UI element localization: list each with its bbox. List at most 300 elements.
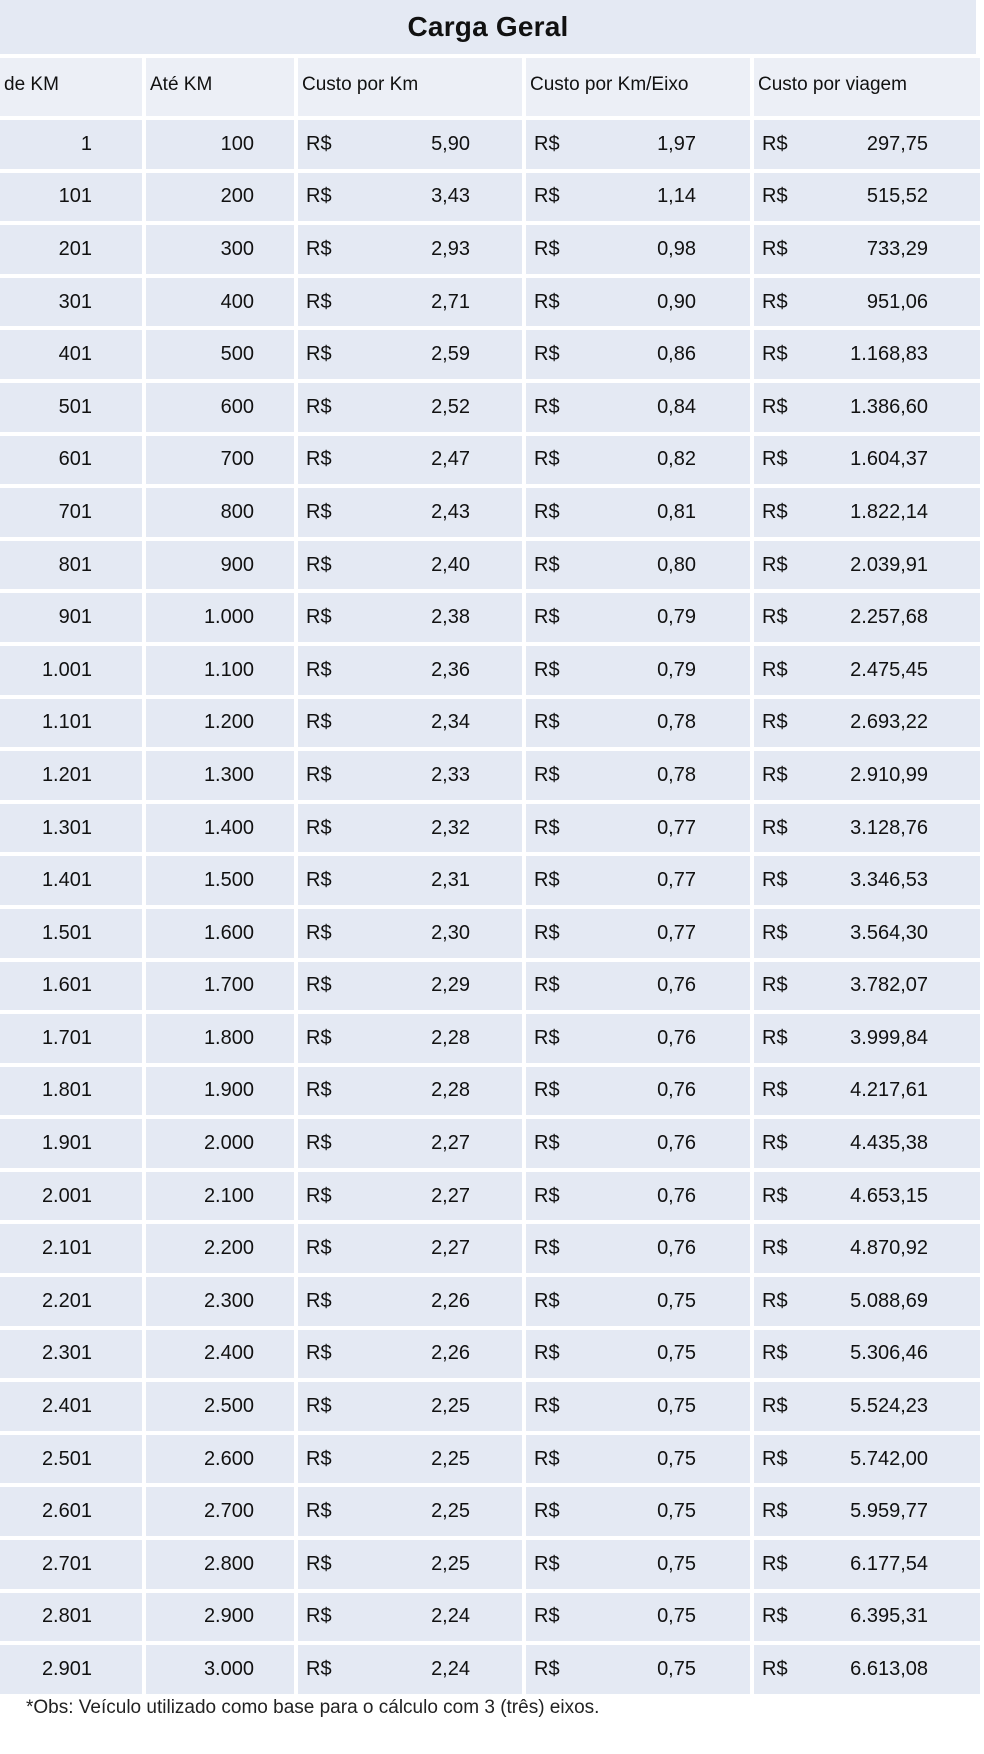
custo-viagem-value: 2.693,22 <box>850 711 928 734</box>
currency-label: R$ <box>534 1342 560 1365</box>
table-row <box>0 1326 984 1379</box>
ate-km-value: 3.000 <box>203 1658 254 1681</box>
currency-label: R$ <box>534 974 560 997</box>
header-custo-viagem: Custo por viagem <box>754 58 980 116</box>
custo-km-eixo-value: 0,76 <box>657 1237 696 1260</box>
custo-km-value: 2,28 <box>431 1026 470 1049</box>
currency-label: R$ <box>534 1184 560 1207</box>
custo-viagem-value: 4.435,38 <box>850 1132 928 1155</box>
custo-km-eixo-value: 0,76 <box>657 1026 696 1049</box>
custo-viagem-value: 3.999,84 <box>850 1026 928 1049</box>
custo-viagem-value: 2.475,45 <box>850 658 928 681</box>
cell-custo-km <box>298 330 522 379</box>
currency-label: R$ <box>762 1605 788 1628</box>
header-custo-km-eixo: Custo por Km/Eixo <box>526 58 750 116</box>
ate-km-value: 100 <box>220 132 254 155</box>
cell-ate-km <box>146 646 294 695</box>
table-row <box>0 537 984 590</box>
ate-km-value: 1.900 <box>203 1079 254 1102</box>
ate-km-value: 500 <box>220 343 254 366</box>
cell-custo-km-eixo <box>526 278 750 327</box>
custo-km-value: 2,34 <box>431 711 470 734</box>
table-row <box>0 695 984 748</box>
cell-custo-viagem <box>754 120 980 169</box>
currency-label: R$ <box>534 658 560 681</box>
cell-custo-viagem <box>754 1067 980 1116</box>
custo-km-value: 2,31 <box>431 869 470 892</box>
custo-viagem-value: 1.168,83 <box>850 343 928 366</box>
cell-custo-km-eixo <box>526 541 750 590</box>
currency-label: R$ <box>534 237 560 260</box>
table-row <box>0 1010 984 1063</box>
custo-viagem-value: 5.742,00 <box>850 1447 928 1470</box>
cell-custo-km-eixo <box>526 1224 750 1273</box>
table-row <box>0 326 984 379</box>
custo-viagem-value: 6.395,31 <box>850 1605 928 1628</box>
de-km-value: 2.501 <box>41 1447 92 1470</box>
currency-label: R$ <box>762 237 788 260</box>
currency-label: R$ <box>762 1289 788 1312</box>
cell-custo-km <box>298 1330 522 1379</box>
cell-custo-viagem <box>754 488 980 537</box>
currency-label: R$ <box>534 1289 560 1312</box>
custo-km-value: 2,26 <box>431 1289 470 1312</box>
cell-de-km <box>0 804 142 853</box>
custo-km-eixo-value: 0,76 <box>657 1184 696 1207</box>
ate-km-value: 2.900 <box>203 1605 254 1628</box>
currency-label: R$ <box>534 869 560 892</box>
currency-label: R$ <box>762 1500 788 1523</box>
custo-viagem-value: 4.217,61 <box>850 1079 928 1102</box>
currency-label: R$ <box>534 1500 560 1523</box>
cell-de-km <box>0 646 142 695</box>
custo-km-eixo-value: 0,90 <box>657 290 696 313</box>
custo-km-value: 2,29 <box>431 974 470 997</box>
table-row <box>0 169 984 222</box>
currency-label: R$ <box>762 448 788 471</box>
currency-label: R$ <box>762 500 788 523</box>
cell-custo-viagem <box>754 804 980 853</box>
cell-ate-km <box>146 1645 294 1694</box>
table-row <box>0 484 984 537</box>
table-row <box>0 1641 984 1694</box>
de-km-value: 1.801 <box>41 1079 92 1102</box>
de-km-value: 201 <box>58 237 92 260</box>
custo-km-value: 5,90 <box>431 132 470 155</box>
cell-ate-km <box>146 593 294 642</box>
custo-viagem-value: 2.039,91 <box>850 553 928 576</box>
currency-label: R$ <box>306 711 332 734</box>
cell-ate-km <box>146 1067 294 1116</box>
table-row <box>0 852 984 905</box>
cell-custo-viagem <box>754 1645 980 1694</box>
custo-km-value: 2,71 <box>431 290 470 313</box>
currency-label: R$ <box>762 132 788 155</box>
cell-de-km <box>0 856 142 905</box>
custo-km-value: 2,27 <box>431 1237 470 1260</box>
custo-viagem-value: 2.910,99 <box>850 763 928 786</box>
custo-viagem-value: 515,52 <box>866 185 928 208</box>
table-row <box>0 379 984 432</box>
currency-label: R$ <box>534 606 560 629</box>
de-km-value: 1.701 <box>41 1026 92 1049</box>
cell-de-km <box>0 1224 142 1273</box>
cell-de-km <box>0 1277 142 1326</box>
currency-label: R$ <box>306 500 332 523</box>
de-km-value: 1.301 <box>41 816 92 839</box>
cell-custo-viagem <box>754 1540 980 1589</box>
cell-custo-viagem <box>754 1435 980 1484</box>
cell-custo-km-eixo <box>526 1435 750 1484</box>
ate-km-value: 1.100 <box>203 658 254 681</box>
currency-label: R$ <box>534 1237 560 1260</box>
cell-ate-km <box>146 1593 294 1642</box>
cell-custo-viagem <box>754 173 980 222</box>
table-row <box>0 905 984 958</box>
table-row <box>0 1168 984 1221</box>
cell-ate-km <box>146 120 294 169</box>
cell-de-km <box>0 225 142 274</box>
currency-label: R$ <box>306 869 332 892</box>
de-km-value: 101 <box>58 185 92 208</box>
ate-km-value: 1.500 <box>203 869 254 892</box>
currency-label: R$ <box>306 1395 332 1418</box>
cell-custo-km-eixo <box>526 1067 750 1116</box>
custo-km-eixo-value: 0,76 <box>657 974 696 997</box>
custo-km-eixo-value: 0,86 <box>657 343 696 366</box>
custo-km-eixo-value: 0,75 <box>657 1552 696 1575</box>
currency-label: R$ <box>534 1552 560 1575</box>
cell-ate-km <box>146 488 294 537</box>
de-km-value: 2.801 <box>41 1605 92 1628</box>
cell-ate-km <box>146 909 294 958</box>
cell-custo-km-eixo <box>526 1330 750 1379</box>
ate-km-value: 1.300 <box>203 763 254 786</box>
cell-custo-viagem <box>754 856 980 905</box>
currency-label: R$ <box>534 1026 560 1049</box>
currency-label: R$ <box>762 395 788 418</box>
cell-custo-km-eixo <box>526 1487 750 1536</box>
custo-km-value: 2,52 <box>431 395 470 418</box>
custo-viagem-value: 6.613,08 <box>850 1658 928 1681</box>
cell-ate-km <box>146 383 294 432</box>
currency-label: R$ <box>306 606 332 629</box>
custo-viagem-value: 3.564,30 <box>850 921 928 944</box>
table-row <box>0 221 984 274</box>
ate-km-value: 1.800 <box>203 1026 254 1049</box>
cell-custo-km-eixo <box>526 593 750 642</box>
footnote: *Obs: Veículo utilizado como base para o cálculo com 3 (três) eixos. <box>26 1697 600 1718</box>
cell-custo-km <box>298 1593 522 1642</box>
ate-km-value: 1.600 <box>203 921 254 944</box>
currency-label: R$ <box>306 1447 332 1470</box>
custo-viagem-value: 6.177,54 <box>850 1552 928 1575</box>
custo-viagem-value: 5.088,69 <box>850 1289 928 1312</box>
table-row <box>0 1220 984 1273</box>
de-km-value: 601 <box>58 448 92 471</box>
custo-km-eixo-value: 0,80 <box>657 553 696 576</box>
de-km-value: 1.601 <box>41 974 92 997</box>
de-km-value: 1.401 <box>41 869 92 892</box>
cell-ate-km <box>146 699 294 748</box>
cell-de-km <box>0 1645 142 1694</box>
custo-km-value: 2,25 <box>431 1395 470 1418</box>
cell-ate-km <box>146 1330 294 1379</box>
currency-label: R$ <box>306 974 332 997</box>
cell-ate-km <box>146 1540 294 1589</box>
custo-viagem-value: 4.870,92 <box>850 1237 928 1260</box>
table-row <box>0 432 984 485</box>
cell-ate-km <box>146 1172 294 1221</box>
currency-label: R$ <box>762 1395 788 1418</box>
cell-custo-km <box>298 1067 522 1116</box>
custo-km-value: 2,38 <box>431 606 470 629</box>
custo-viagem-value: 5.959,77 <box>850 1500 928 1523</box>
ate-km-value: 300 <box>220 237 254 260</box>
custo-km-value: 2,33 <box>431 763 470 786</box>
cell-custo-km <box>298 1382 522 1431</box>
cell-custo-km-eixo <box>526 962 750 1011</box>
cell-ate-km <box>146 173 294 222</box>
custo-km-value: 2,32 <box>431 816 470 839</box>
cell-custo-viagem <box>754 593 980 642</box>
cell-de-km <box>0 1330 142 1379</box>
currency-label: R$ <box>306 290 332 313</box>
custo-viagem-value: 4.653,15 <box>850 1184 928 1207</box>
custo-viagem-value: 2.257,68 <box>850 606 928 629</box>
currency-label: R$ <box>306 395 332 418</box>
currency-label: R$ <box>534 343 560 366</box>
currency-label: R$ <box>762 185 788 208</box>
ate-km-value: 2.600 <box>203 1447 254 1470</box>
custo-km-value: 3,43 <box>431 185 470 208</box>
currency-label: R$ <box>534 1132 560 1155</box>
de-km-value: 1.901 <box>41 1132 92 1155</box>
cell-custo-viagem <box>754 383 980 432</box>
table-row <box>0 1063 984 1116</box>
currency-label: R$ <box>534 132 560 155</box>
cell-de-km <box>0 1540 142 1589</box>
ate-km-value: 1.400 <box>203 816 254 839</box>
currency-label: R$ <box>762 290 788 313</box>
cell-custo-km <box>298 909 522 958</box>
cell-ate-km <box>146 1277 294 1326</box>
cell-custo-km <box>298 1645 522 1694</box>
custo-km-value: 2,40 <box>431 553 470 576</box>
cell-custo-viagem <box>754 1382 980 1431</box>
custo-km-eixo-value: 0,75 <box>657 1500 696 1523</box>
custo-km-value: 2,27 <box>431 1132 470 1155</box>
cell-de-km <box>0 1593 142 1642</box>
currency-label: R$ <box>762 1552 788 1575</box>
cell-custo-km-eixo <box>526 1382 750 1431</box>
currency-label: R$ <box>762 1342 788 1365</box>
custo-km-eixo-value: 0,77 <box>657 869 696 892</box>
currency-label: R$ <box>306 237 332 260</box>
currency-label: R$ <box>306 921 332 944</box>
currency-label: R$ <box>762 1237 788 1260</box>
custo-viagem-value: 1.386,60 <box>850 395 928 418</box>
header-de-km: de KM <box>0 58 142 116</box>
table-row <box>0 1536 984 1589</box>
de-km-value: 2.401 <box>41 1395 92 1418</box>
cell-custo-km <box>298 1172 522 1221</box>
custo-km-eixo-value: 0,76 <box>657 1132 696 1155</box>
cell-custo-km <box>298 962 522 1011</box>
currency-label: R$ <box>534 1605 560 1628</box>
ate-km-value: 2.300 <box>203 1289 254 1312</box>
de-km-value: 2.601 <box>41 1500 92 1523</box>
currency-label: R$ <box>306 1289 332 1312</box>
cell-custo-km-eixo <box>526 699 750 748</box>
currency-label: R$ <box>306 1605 332 1628</box>
currency-label: R$ <box>306 448 332 471</box>
cell-custo-viagem <box>754 1172 980 1221</box>
de-km-value: 2.301 <box>41 1342 92 1365</box>
cell-custo-km <box>298 699 522 748</box>
currency-label: R$ <box>306 1184 332 1207</box>
cell-custo-km <box>298 1435 522 1484</box>
cell-ate-km <box>146 1382 294 1431</box>
custo-km-value: 2,24 <box>431 1605 470 1628</box>
currency-label: R$ <box>762 816 788 839</box>
cell-custo-km-eixo <box>526 383 750 432</box>
cell-custo-km <box>298 804 522 853</box>
ate-km-value: 2.400 <box>203 1342 254 1365</box>
cell-custo-km-eixo <box>526 751 750 800</box>
de-km-value: 2.901 <box>41 1658 92 1681</box>
custo-viagem-value: 951,06 <box>866 290 928 313</box>
currency-label: R$ <box>534 395 560 418</box>
cell-de-km <box>0 909 142 958</box>
ate-km-value: 2.200 <box>203 1237 254 1260</box>
cell-de-km <box>0 699 142 748</box>
custo-km-eixo-value: 0,84 <box>657 395 696 418</box>
table-header-row <box>0 58 984 116</box>
header-custo-km: Custo por Km <box>298 58 522 116</box>
custo-viagem-value: 3.782,07 <box>850 974 928 997</box>
cell-custo-km <box>298 751 522 800</box>
currency-label: R$ <box>306 1026 332 1049</box>
custo-km-value: 2,25 <box>431 1447 470 1470</box>
table-row <box>0 116 984 169</box>
ate-km-value: 2.000 <box>203 1132 254 1155</box>
cell-custo-km-eixo <box>526 120 750 169</box>
currency-label: R$ <box>306 1342 332 1365</box>
ate-km-value: 1.700 <box>203 974 254 997</box>
currency-label: R$ <box>762 869 788 892</box>
custo-km-eixo-value: 0,78 <box>657 711 696 734</box>
currency-label: R$ <box>306 185 332 208</box>
cell-custo-viagem <box>754 909 980 958</box>
custo-km-eixo-value: 0,76 <box>657 1079 696 1102</box>
cell-custo-km-eixo <box>526 1540 750 1589</box>
cell-ate-km <box>146 856 294 905</box>
table-title: Carga Geral <box>0 0 976 54</box>
cell-custo-viagem <box>754 436 980 485</box>
cell-custo-km-eixo <box>526 225 750 274</box>
cell-custo-viagem <box>754 1277 980 1326</box>
currency-label: R$ <box>534 1658 560 1681</box>
custo-viagem-value: 3.346,53 <box>850 869 928 892</box>
custo-km-eixo-value: 1,97 <box>657 132 696 155</box>
cell-de-km <box>0 436 142 485</box>
cell-custo-km-eixo <box>526 646 750 695</box>
custo-km-eixo-value: 0,79 <box>657 658 696 681</box>
ate-km-value: 1.000 <box>203 606 254 629</box>
de-km-value: 901 <box>58 606 92 629</box>
custo-km-eixo-value: 0,75 <box>657 1289 696 1312</box>
ate-km-value: 600 <box>220 395 254 418</box>
cell-custo-km-eixo <box>526 1277 750 1326</box>
table-row <box>0 1589 984 1642</box>
custo-km-value: 2,36 <box>431 658 470 681</box>
currency-label: R$ <box>762 711 788 734</box>
cell-de-km <box>0 1067 142 1116</box>
cell-de-km <box>0 383 142 432</box>
cell-custo-viagem <box>754 699 980 748</box>
cell-custo-km-eixo <box>526 436 750 485</box>
cell-de-km <box>0 962 142 1011</box>
custo-km-eixo-value: 0,75 <box>657 1658 696 1681</box>
custo-km-value: 2,25 <box>431 1552 470 1575</box>
custo-km-value: 2,59 <box>431 343 470 366</box>
custo-km-eixo-value: 0,77 <box>657 816 696 839</box>
cell-custo-km <box>298 646 522 695</box>
custo-km-eixo-value: 0,82 <box>657 448 696 471</box>
ate-km-value: 2.100 <box>203 1184 254 1207</box>
currency-label: R$ <box>762 343 788 366</box>
custo-viagem-value: 733,29 <box>866 237 928 260</box>
currency-label: R$ <box>306 1237 332 1260</box>
custo-km-eixo-value: 0,75 <box>657 1395 696 1418</box>
cell-custo-viagem <box>754 1014 980 1063</box>
table-row <box>0 1378 984 1431</box>
ate-km-value: 2.500 <box>203 1395 254 1418</box>
cell-ate-km <box>146 962 294 1011</box>
custo-km-eixo-value: 0,81 <box>657 500 696 523</box>
table-row <box>0 589 984 642</box>
de-km-value: 1 <box>80 132 92 155</box>
cell-de-km <box>0 1382 142 1431</box>
cell-custo-km-eixo <box>526 804 750 853</box>
custo-km-value: 2,30 <box>431 921 470 944</box>
cell-custo-km <box>298 1224 522 1273</box>
de-km-value: 1.501 <box>41 921 92 944</box>
cell-custo-km-eixo <box>526 856 750 905</box>
currency-label: R$ <box>306 132 332 155</box>
currency-label: R$ <box>762 1026 788 1049</box>
cell-custo-km <box>298 225 522 274</box>
currency-label: R$ <box>534 711 560 734</box>
cell-custo-km <box>298 488 522 537</box>
ate-km-value: 800 <box>220 500 254 523</box>
table-row <box>0 274 984 327</box>
cell-custo-km-eixo <box>526 488 750 537</box>
custo-km-eixo-value: 0,78 <box>657 763 696 786</box>
cell-custo-km-eixo <box>526 1014 750 1063</box>
cell-de-km <box>0 1014 142 1063</box>
table-row <box>0 958 984 1011</box>
cell-custo-km-eixo <box>526 1119 750 1168</box>
cell-ate-km <box>146 330 294 379</box>
cell-de-km <box>0 488 142 537</box>
cell-ate-km <box>146 278 294 327</box>
cell-custo-viagem <box>754 751 980 800</box>
currency-label: R$ <box>762 1184 788 1207</box>
custo-km-value: 2,47 <box>431 448 470 471</box>
currency-label: R$ <box>534 185 560 208</box>
